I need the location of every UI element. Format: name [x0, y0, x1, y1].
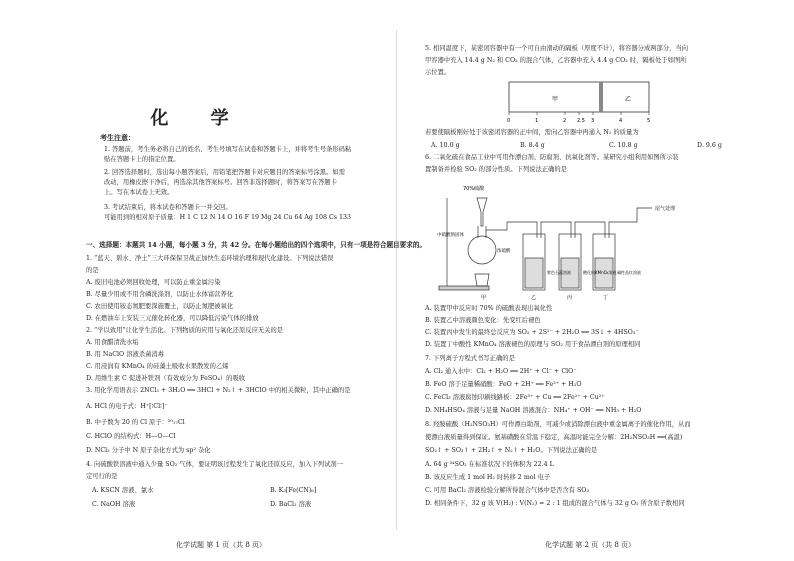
scale-tick-label: 1: [535, 118, 539, 124]
option-line: D. 相同条件下，32 g 该 V(H₂) : V(N₂) = 2 : 1 组成的混合气体与 32 g O₂ 所含原子数相同: [425, 500, 685, 507]
notice-line: 2. 回答选择题时，选出每小题答案后，用铅笔把答题卡对应题目的答案标号涂黑。如需: [104, 169, 345, 176]
question-line: 4. 向硫酸铁溶液中通入少量 SO₂ 气体，要证明该过程发生了氧化还原反应，加入下列试剂一: [86, 461, 343, 468]
option-line: C. FeCl₃ 溶液腐蚀印刷线路板：2Fe³⁺ + Cu ══ 2Fe²⁺ + Cu²⁺: [425, 394, 605, 401]
notice-line: 1. 答题前，考生务必将自己的姓名、考生号填写在试卷和答题卡上，并将考生号条形码粘: [104, 146, 352, 153]
option-line: C. 用浸润有 KMnO₄ 的硅藻土吸收水果散发的乙烯: [86, 363, 229, 370]
scale-tick-label: 3: [591, 118, 595, 124]
option-line: A. 用食醋清洗水垢: [86, 339, 139, 346]
notice-line: 可能用到的相对原子质量：H 1 C 12 N 14 O 16 F 19 Mg 24 Cu 64 Ag 108 Cs 133: [104, 214, 352, 221]
option-line: B. 用 NaClO 溶液杀菌消毒: [86, 351, 164, 358]
page-footer: 化学试题 第 1 页（共 8 页）: [176, 541, 267, 549]
scale-ticks: [507, 112, 650, 124]
station-bing: 丙: [567, 295, 573, 301]
station-ding: 丁: [603, 295, 609, 301]
question-line: 8. 羟胺硫酸（H₂NSO₃H）可作漂白助剂，可减少或消除漂白液中重金属离子的催化作用，从而: [425, 421, 691, 428]
container-diagram: [507, 80, 657, 126]
question-line: 1. “蓝天、碧水、净土”三大环保保卫战正加快生态环境治理和现代化建设。下列说法错误: [86, 255, 334, 262]
notice-heading: 考生注意：: [100, 133, 135, 142]
option-line: D. 用维生素 C 促进补铁剂（有效成分为 FeSO₄）的吸收: [86, 375, 246, 382]
station-jia: 甲: [481, 295, 487, 301]
label-conc-acid: 浓硫酸: [497, 249, 511, 254]
question-line: 置制备并检验 SO₂ 的部分性质。下列说法正确的是: [425, 166, 567, 173]
option-line: C. 农田使用铵态氮肥要深施覆土，以防止氮肥被氧化: [86, 303, 234, 310]
question-line: 若要使隔板刚好处于该密闭容器的正中间，需向乙容器中再通入 N₂ 的质量为: [425, 129, 639, 136]
option-line: C. HClO 的结构式：H—O—Cl: [86, 433, 176, 440]
option-line: A. 废旧电池必须回收处理，可以防止重金属污染: [86, 279, 221, 286]
notice-line: 3. 考试结束后，将本试卷和答题卡一并交回。: [104, 204, 232, 211]
question-line: 定可行的是: [86, 473, 118, 480]
label-jia: 甲: [552, 96, 559, 103]
question-line: 的是: [86, 267, 99, 274]
question-line: 2. “学以致用”让化学生活化。下列物质的应用与氧化还原反应无关的是: [86, 327, 284, 334]
question-line: 6. 二氧化硫在食品工业中可用作漂白剂、防腐剂、抗氧化剂等。某研究小组利用如图所示装: [425, 154, 679, 161]
label-sodium-sulfite: 中硫酸钠固体: [437, 233, 464, 238]
option-b: B. K₃[Fe(CN)₆]: [270, 487, 317, 494]
option-line: B. 装置乙中溶液颜色变化：先变红后褪色: [425, 317, 541, 324]
option-b: B. 8.4 g: [520, 142, 545, 149]
scale-tick-label: 2.5: [577, 118, 585, 124]
label-yi: 乙: [625, 96, 632, 103]
partition-board: [599, 82, 603, 112]
option-line: B. 中子数为 20 的 Cl 原子：²⁰₁₇Cl: [86, 419, 185, 426]
notice-line: 上。写在本试卷上无效。: [104, 189, 174, 196]
notice-line: 贴在答题卡上的指定位置。: [104, 156, 180, 163]
right-page: [397, 0, 794, 561]
label-tail-gas: 尾气处理: [655, 206, 676, 212]
scale-tick-label: 4: [619, 118, 623, 124]
option-line: D. 装置丁中酸性 KMnO₄ 溶液褪色的原理与 SO₂ 用于食品漂白剂的原理相同: [425, 341, 641, 348]
scale-tick-label: 2: [563, 118, 567, 124]
scale-tick-label: 5: [647, 118, 651, 124]
option-a: A. KSCN 溶液、氯水: [92, 487, 154, 494]
notice-line: 改动，用橡皮擦干净后，再选涂其他答案标号。回答非选择题时，将答案写在答题卡: [104, 179, 337, 186]
option-line: B. FeO 溶于足量稀硝酸：FeO + 2H⁺ ══ Fe²⁺ + H₂O: [425, 381, 582, 388]
option-line: B. 该反应生成 1 mol H₂ 时转移 2 mol 电子: [425, 474, 551, 481]
option-d: D. 9.6 g: [697, 142, 722, 149]
station-yi: 乙: [531, 295, 537, 301]
question-line: SO₂↑ + SO₃↑ + 2H₂↑ + N₂↑ + H₂O。下列说法正确的是: [425, 447, 598, 454]
scale-tick-label: 0: [507, 118, 511, 124]
option-c: C. 10.8 g: [609, 142, 638, 149]
question-line: 示位置。: [425, 69, 451, 76]
option-line: A. 64 g ³⁴SO₂ 在标准状况下的体积为 22.4 L: [425, 461, 554, 468]
option-d: D. BaCl₂ 溶液: [270, 501, 312, 508]
option-line: D. NH₄HSO₄ 溶液与足量 NaOH 溶液混合：NH₄⁺ + OH⁻ ══ NH₃ + H₂O: [425, 407, 642, 414]
label-kmno4: 酸化的KMnO₄溶液: [583, 270, 617, 275]
option-line: B. 尽量少用或不用含磷洗涤剂，以防止水体富营养化: [86, 291, 234, 298]
question-line: 使漂白液质量得到保证。氨基磺酸在常温下稳定，高温时能完全分解：2H₂NSO₃H ══(高温): [425, 434, 683, 441]
option-line: A. Cl₂ 通入水中：Cl₂ + H₂O ══ 2H⁺ + Cl⁻ + ClO⁻: [425, 368, 577, 375]
section-heading: 一、选择题：本题共 14 小题，每小题 3 分，共 42 分。在每小题给出的四个选项中，只有一项是符合题目要求的。: [86, 241, 427, 249]
question-line: 3. 用化学用语表示 2NCl₃ + 3H₂O ══ 3HCl + N₂↑ + 3HClO 中的相关微粒，其中正确的是: [86, 387, 351, 394]
option-line: D. NCl₃ 分子中 N 原子杂化方式为 sp² 杂化: [86, 447, 211, 454]
label-sulfuric-acid: 70%硫酸: [463, 186, 485, 192]
apparatus-diagram: [437, 178, 697, 302]
option-line: C. 可用 BaCl₂ 溶液检验分解所得混合气体中是否含有 SO₃: [425, 487, 589, 494]
question-line: 5. 相同温度下，某密闭容器中有一个可自由滑动的隔板（厚度不计），将容器分成两部分，当向: [425, 45, 689, 52]
option-a: A. 10.0 g: [431, 142, 460, 149]
option-line: A. 装置甲中反应时 70% 的硫酸表现出氧化性: [425, 305, 553, 312]
option-line: A. HCl 的电子式：H⁺[∶Cl∶]⁻: [86, 403, 168, 410]
page-footer: 化学试题 第 2 页（共 8 页）: [545, 541, 636, 549]
option-line: C. 装置丙中发生的最终总反应为 SO₂ + 2S²⁻ + 2H₂O ══ 3S↓ + 4HSO₃⁻: [425, 329, 639, 336]
question-line: 7. 下列离子方程式书写正确的是: [425, 355, 515, 362]
question-line: 甲容器中充入 14.4 g N₂ 和 CO₂ 的混合气体，乙容器中充入 4.4 g CO₂ 时，隔板处于如图所: [425, 57, 687, 64]
page-title: 化 学: [150, 108, 247, 129]
label-fuchsin: 碱性品红溶液: [617, 270, 641, 275]
option-c: C. NaOH 溶液: [92, 501, 136, 508]
option-line: D. 在燃油车上安装三元催化转化器，可以降低污染气体的排放: [86, 315, 259, 322]
label-litmus: 紫色石蕊溶液: [547, 270, 571, 275]
